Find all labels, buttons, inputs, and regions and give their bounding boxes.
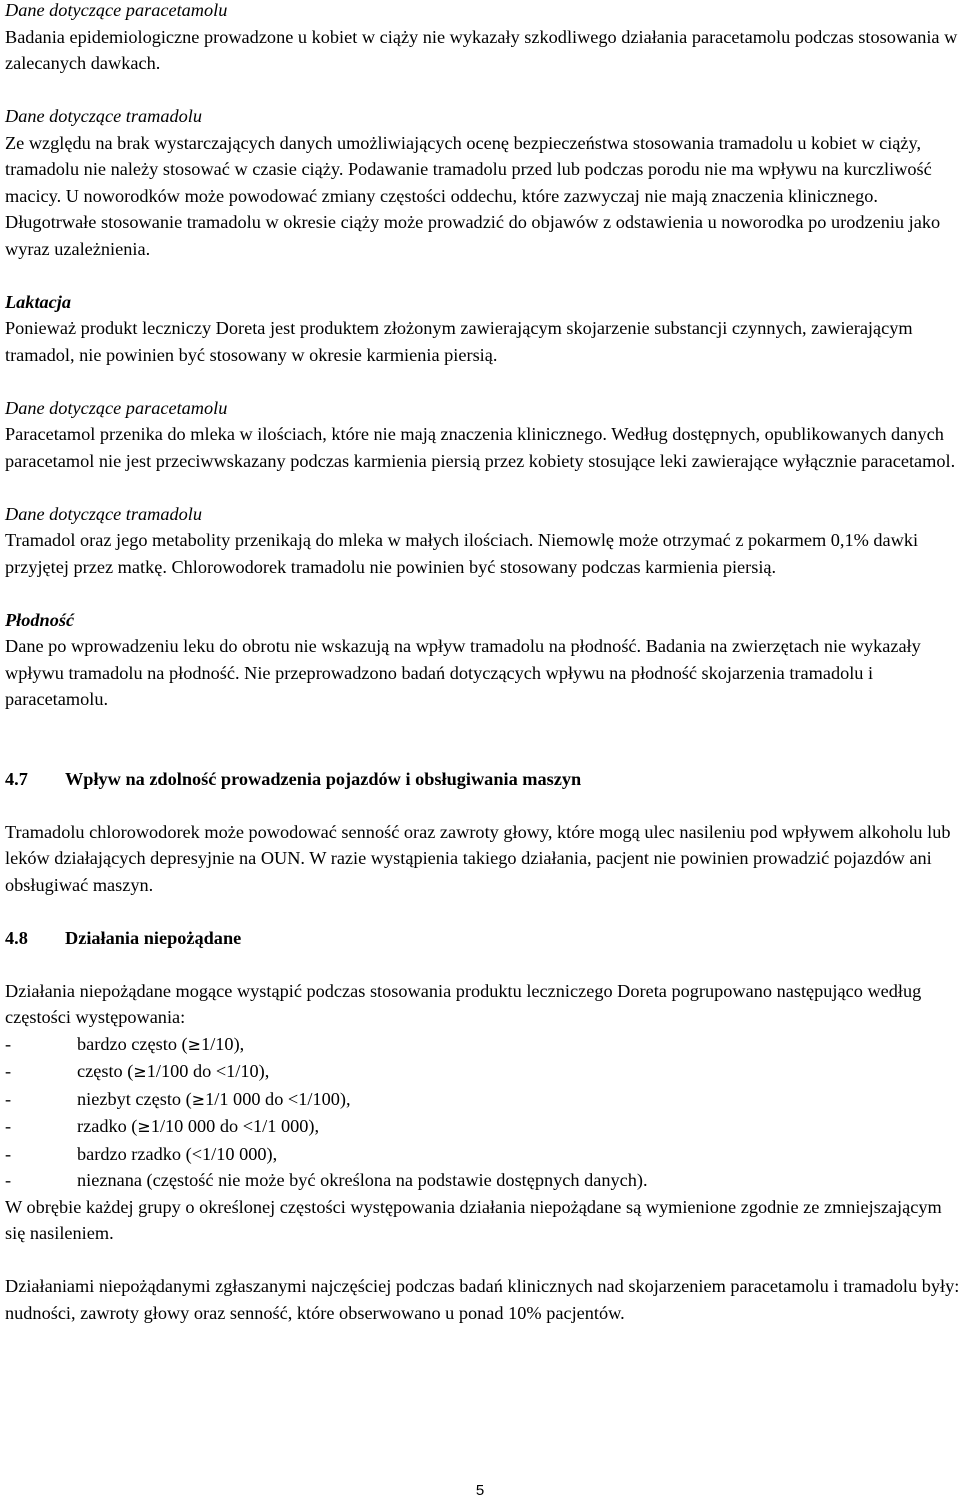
list-item	[5, 1031, 960, 1059]
fertility-text: Dane po wprowadzeniu leku do obrotu nie wskazują na wpływ tramadolu na płodność. Badania na zwierzętach nie wykazały wpływu tramadolu na płodność. Nie przeprowadzono badań dotyczących wpływu na płodność skojarzenia tramadolu i paracetamolu.	[5, 636, 921, 709]
section-4-8-intro: Działania niepożądane mogące wystąpić podczas stosowania produktu leczniczego Doreta pogrupowano następująco według częstości występowania:	[5, 980, 922, 1027]
pregnancy-tramadol-text	[5, 130, 960, 263]
page-number: 5	[475, 1482, 485, 1499]
list-item-text: bardzo rzadko (<1/10 000),	[77, 1143, 278, 1164]
section-4-8-common-effects: Działaniami niepożądanymi zgłaszanymi najczęściej podczas badań klinicznych nad skojarzeniem paracetamolu i tramadolu były: nudności, zawroty głowy oraz senność, które obserwowano u ponad 10% pacjentów.	[5, 1276, 960, 1323]
section-4-7-text: Tramadolu chlorowodorek może powodować senność oraz zawroty głowy, które mogą ulec nasileniu pod wpływem alkoholu lub leków działających depresyjnie na OUN. W razie wystąpienia takiego działania, pacjent nie powinien prowadzić pojazdów ani obsługiwać maszyn.	[5, 821, 951, 895]
list-item	[5, 1167, 960, 1194]
section-4-7-title: Wpływ na zdolność prowadzenia pojazdów i obsługiwania maszyn	[65, 768, 582, 789]
list-item	[5, 1086, 960, 1114]
pregnancy-tramadol-sentence-2: Podawanie tramadolu przed lub podczas porodu nie ma wpływu na kurczliwość macicy.	[5, 159, 932, 206]
list-item-text: rzadko (≥1/10 000 do <1/1 000),	[77, 1116, 320, 1136]
section-4-8-number: 4.8	[5, 927, 28, 948]
list-item-text: często (≥1/100 do <1/10),	[77, 1061, 270, 1081]
list-item-text: nieznana (częstość nie może być określona na podstawie dostępnych danych).	[77, 1170, 648, 1190]
pregnancy-paracetamol-heading: Dane dotyczące paracetamolu	[5, 0, 228, 20]
list-dash: -	[5, 1033, 12, 1054]
list-dash: -	[5, 1170, 12, 1190]
list-item-text: bardzo często (≥1/10),	[77, 1033, 245, 1054]
list-item-text: niezbyt często (≥1/1 000 do <1/100),	[77, 1088, 351, 1109]
section-4-8-heading	[5, 925, 960, 952]
list-dash: -	[5, 1061, 12, 1081]
lactation-paracetamol-text: Paracetamol przenika do mleka w ilościach, które nie mają znaczenia klinicznego. Według dostępnych, opublikowanych danych paracetamol nie jest przeciwwskazany podczas karmienia piersią przez kobiety stosujące leki zawierające wyłącznie paracetamol.	[5, 424, 956, 471]
lactation-tramadol-heading: Dane dotyczące tramadolu	[5, 503, 202, 524]
lactation-heading: Laktacja	[5, 291, 72, 312]
document-page	[5, 0, 960, 1326]
lactation-tramadol-text: Tramadol oraz jego metabolity przenikają do mleka w małych ilościach. Niemowlę może otrzymać z pokarmem 0,1% dawki przyjętej przez matkę. Chlorowodorek tramadolu nie powinien być stosowany podczas karmienia piersią.	[5, 530, 919, 577]
section-4-8-after-list: W obrębie każdej grupy o określonej częstości występowania działania niepożądane są wymienione zgodnie ze zmniejszającym się nasileniem.	[5, 1196, 942, 1243]
pregnancy-tramadol-sentence-1: Ze względu na brak wystarczających danych umożliwiających ocenę bezpieczeństwa stosowania tramadolu u kobiet w ciąży, tramadolu nie należy stosować w czasie ciąży.	[5, 132, 922, 179]
list-item	[5, 1058, 960, 1086]
lactation-text: Ponieważ produkt leczniczy Doreta jest produktem złożonym zawierającym skojarzenie substancji czynnych, zawierającym tramadol, nie powinien być stosowany w okresie karmienia piersią.	[5, 318, 913, 365]
lactation-paracetamol-heading: Dane dotyczące paracetamolu	[5, 397, 228, 418]
pregnancy-tramadol-heading: Dane dotyczące tramadolu	[5, 106, 202, 126]
pregnancy-tramadol-sentence-3: U noworodków może powodować zmiany częstości oddechu, które zazwyczaj nie mają znaczenia klinicznego.	[65, 185, 878, 206]
list-dash: -	[5, 1116, 12, 1136]
section-4-8-title: Działania niepożądane	[65, 927, 242, 948]
list-item	[5, 1113, 960, 1141]
pregnancy-paracetamol-text: Badania epidemiologiczne prowadzone u kobiet w ciąży nie wykazały szkodliwego działania paracetamolu podczas stosowania w zalecanych dawkach.	[5, 26, 958, 73]
fertility-heading: Płodność	[5, 609, 75, 630]
section-4-7-heading	[5, 766, 960, 793]
pregnancy-tramadol-sentence-4: Długotrwałe stosowanie tramadolu w okresie ciąży może prowadzić do objawów z odstawienia u noworodka po urodzeniu jako wyraz uzależnienia.	[5, 212, 941, 259]
list-dash: -	[5, 1088, 12, 1109]
list-item	[5, 1141, 960, 1168]
list-dash: -	[5, 1143, 12, 1164]
frequency-list	[5, 1031, 960, 1194]
section-4-7-number: 4.7	[5, 768, 28, 789]
